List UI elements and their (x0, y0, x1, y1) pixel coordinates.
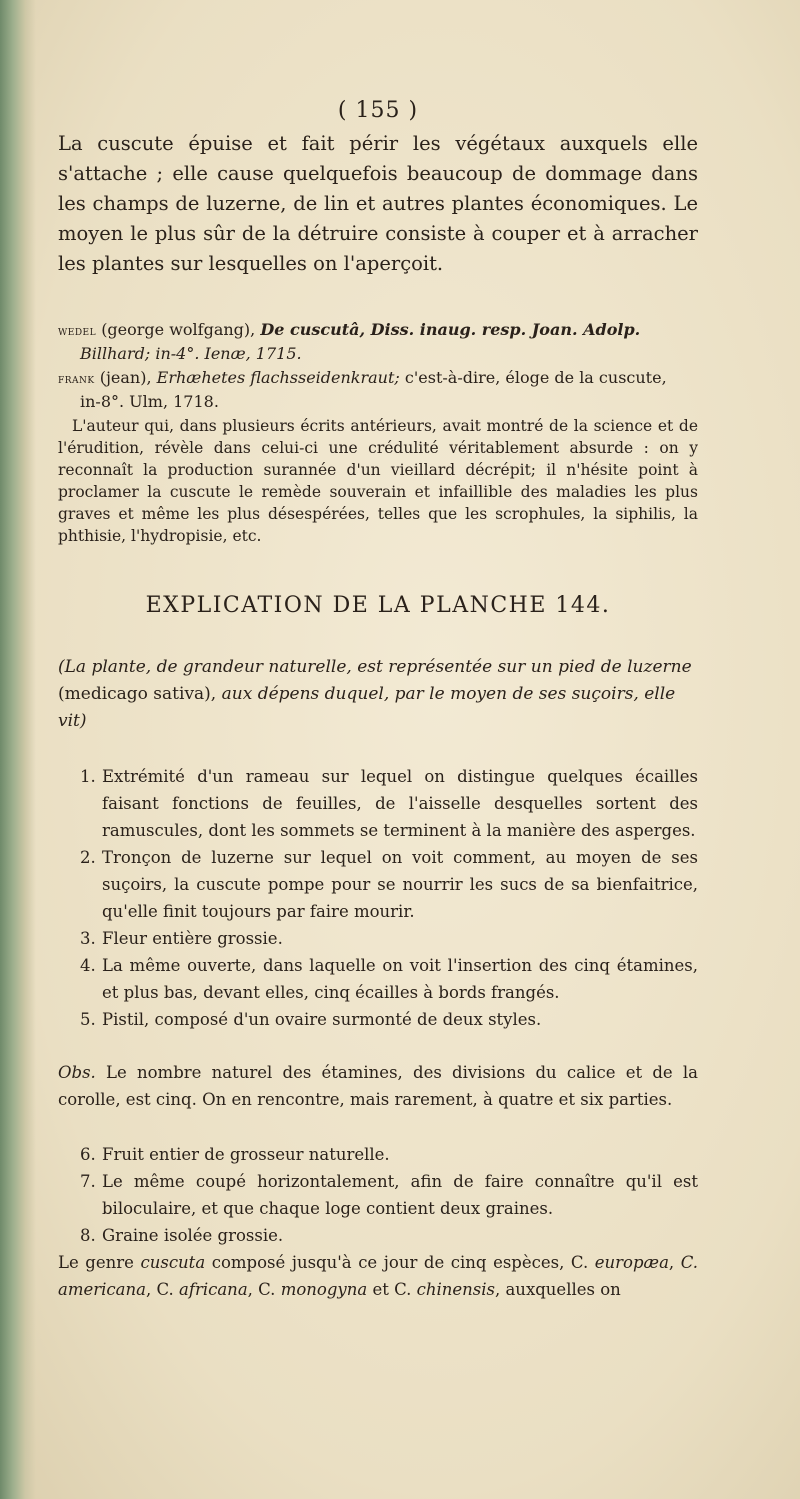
item-number: 7. (80, 1172, 96, 1191)
page-number: ( 155 ) (337, 98, 419, 123)
genus-text: , C. (247, 1280, 276, 1299)
intro-paragraph: La cuscute épuise et fait périr les végétaux auxquels elle s'attache ; elle cause quelquefois beaucoup de dommage dans les champs de luzerne, de lin et autres plantes économiques. Le moyen le plus sûr de la détruire consiste à couper et à arracher les plantes sur lesquelles on l'aperçoit. (58, 132, 698, 275)
caption-species: (medicago sativa), (58, 684, 217, 704)
list-item (58, 925, 698, 952)
reference-author: wedel (58, 324, 97, 339)
item-number: 8. (80, 1226, 96, 1245)
list-item (58, 952, 698, 1006)
reference-description: c'est-à-dire, éloge de la cuscute, (404, 368, 667, 387)
item-text: Extrémité d'un rameau sur lequel on distingue quelques écailles faisant fonctions de feuilles, de l'aisselle desquelles sortent des ramuscules, dont les sommets se terminent à la manière des asperges. (102, 767, 698, 840)
species-name: chinensis (416, 1280, 495, 1299)
item-number: 1. (80, 767, 96, 786)
genus-text: et C. (372, 1280, 412, 1299)
observation-text: Le nombre naturel des étamines, des divisions du calice et de la corolle, est cinq. On en rencontre, mais rarement, à quatre et six parties. (58, 1063, 698, 1109)
item-text: Graine isolée grossie. (102, 1226, 284, 1245)
item-text: Fleur entière grossie. (102, 929, 283, 948)
list-item (58, 1141, 698, 1168)
reference-title: Erhæhetes flachsseidenkraut; (156, 368, 400, 387)
genus-paragraph (58, 1249, 698, 1303)
item-number: 6. (80, 1145, 96, 1164)
item-number: 5. (80, 1010, 96, 1029)
item-text: La même ouverte, dans laquelle on voit l'insertion des cinq étamines, et plus bas, devant elles, cinq écailles à bords frangés. (102, 956, 698, 1002)
reference-wedel (58, 319, 698, 365)
list-item (58, 763, 698, 844)
item-text: Fruit entier de grosseur naturelle. (102, 1145, 390, 1164)
species-name: europæa (594, 1253, 669, 1272)
item-text: Tronçon de luzerne sur lequel on voit comment, au moyen de ses suçoirs, la cuscute pompe pour se nourrir les sucs de sa bienfaitrice, qu'elle finit toujours par faire mourir. (102, 848, 698, 921)
reference-imprint: Billhard; in-4°. Ienæ, 1715. (80, 344, 302, 363)
list-item (58, 1006, 698, 1033)
genus-text: composé jusqu'à ce jour de cinq espèces, C. (211, 1253, 589, 1272)
observation-label: Obs. (58, 1063, 96, 1082)
item-number: 2. (80, 848, 96, 867)
item-number: 3. (80, 929, 96, 948)
genus-text: , C. (145, 1280, 174, 1299)
reference-frank (58, 367, 698, 413)
list-item (58, 1168, 698, 1222)
list-item (58, 844, 698, 925)
item-text: Pistil, composé d'un ovaire surmonté de deux styles. (102, 1010, 542, 1029)
observation-note (58, 1059, 698, 1113)
genus-name: cuscuta (140, 1253, 206, 1272)
page-content (58, 98, 698, 1303)
reference-author-rest: (george wolfgang), (101, 320, 256, 339)
species-name: C. americana (58, 1253, 699, 1299)
genus-text: , auxquelles on (494, 1280, 621, 1299)
figure-list (58, 763, 698, 1033)
species-name: africana (179, 1280, 248, 1299)
plate-caption (58, 654, 698, 735)
bibliography (58, 319, 698, 547)
species-name: monogyna (280, 1280, 368, 1299)
reference-title: De cuscutâ, Diss. inaug. resp. Joan. Adolp. (260, 320, 641, 339)
book-binding-edge (0, 0, 36, 1499)
reference-author-rest: (jean), (99, 368, 152, 387)
caption-part-1: (La plante, de grandeur naturelle, est représentée sur un pied de luzerne (58, 657, 692, 677)
reference-imprint: in-8°. Ulm, 1718. (80, 392, 219, 411)
genus-text: Le genre (58, 1253, 134, 1272)
figure-list-continued (58, 1141, 698, 1249)
list-item (58, 1222, 698, 1249)
item-text: Le même coupé horizontalement, afin de faire connaître qu'il est biloculaire, et que chaque loge contient deux graines. (102, 1172, 698, 1218)
item-number: 4. (80, 956, 96, 975)
plate-heading: EXPLICATION DE LA PLANCHE 144. (145, 593, 611, 618)
intro-paragraph-block (58, 129, 698, 279)
genus-text: , (668, 1253, 675, 1272)
reference-author: frank (58, 372, 95, 387)
caption-part-3: aux dépens duquel, par le moyen de ses suçoirs, elle vit) (58, 684, 676, 731)
reference-note: L'auteur qui, dans plusieurs écrits antérieurs, avait montré de la science et de l'érudition, révèle dans celui-ci une crédulité véritablement absurde : on y reconnaît la production surannée d'un vieillard décrépit; il n'hésite point à proclamer la cuscute le remède souverain et infaillible des maladies les plus graves et même les plus désespérées, telles que les scrophules, la siphilis, la phthisie, l'hydropisie, etc. (58, 417, 698, 545)
